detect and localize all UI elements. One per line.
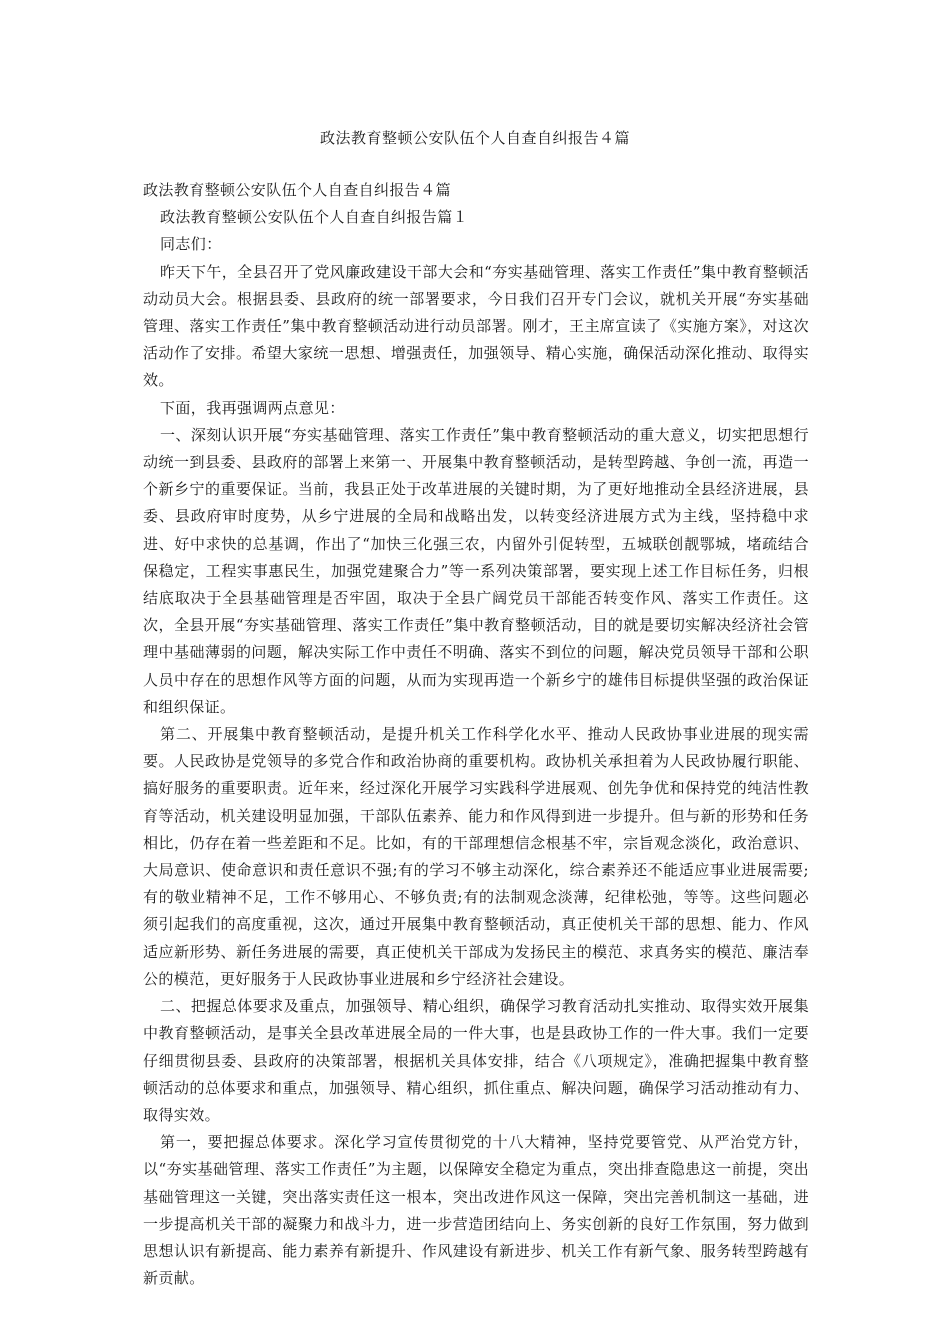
document-body — [143, 177, 809, 1292]
paragraph: 政法教育整顿公安队伍个人自查自纠报告篇１ — [160, 208, 469, 227]
paragraph: 一、深刻认识开展“夯实基础管理、落实工作责任”集中教育整顿活动的重大意义，切实把思想行动统一到县委、县政府的部署上来第一、开展集中教育整顿活动，是转型跨越、争创一流，再造一个新乡宁的重要保证。当前，我县正处于改革进展的关键时期，为了更好地推动全县经济进展，县委、县政府审时度势，从乡宁进展的全局和战略出发，以转变经济进展方式为主线，坚持稳中求进、好中求快的总基调，作出了“加快三化强三农，内留外引促转型，五城联创靓鄂城，堵疏结合保稳定，工程实事惠民生，加强党建聚合力”等一系列决策部署，要实现上述工作目标任务，归根结底取决于全县基础管理是否牢固，取决于全县广阔党员干部能否转变作风、落实工作责任。这次，全县开展“夯实基础管理、落实工作责任”集中教育整顿活动，目的就是要切实解决经济社会管理中基础薄弱的问题，解决实际工作中责任不明确、落实不到位的问题，解决党员领导干部和公职人员中存在的思想作风等方面的问题，从而为实现再造一个新乡宁的雄伟目标提供坚强的政治保证和组织保证。 — [143, 425, 809, 716]
document-title: 政法教育整顿公安队伍个人自查自纠报告４篇 — [319, 129, 630, 147]
paragraph: 政法教育整顿公安队伍个人自查自纠报告４篇 — [143, 181, 452, 199]
paragraph: 同志们： — [160, 235, 222, 254]
paragraph: 第二、开展集中教育整顿活动，是提升机关工作科学化水平、推动人民政协事业进展的现实需要。人民政协是党领导的多党合作和政治协商的重要机构。政协机关承担着为人民政协履行职能、搞好服务的重要职责。近年来，经过深化开展学习实践科学进展观、创先争优和保持党的纯洁性教育等活动，机关建设明显加强，干部队伍素养、能力和作风得到进一步提升。但与新的形势和任务相比，仍存在着一些差距和不足。比如，有的干部理想信念根基不牢，宗旨观念淡化，政治意识、大局意识、使命意识和责任意识不强;有的学习不够主动深化，综合素养还不能适应事业进展需要;有的敬业精神不足，工作不够用心、不够负责;有的法制观念淡薄，纪律松弛，等等。这些问题必须引起我们的高度重视，这次，通过开展集中教育整顿活动，真正使机关干部的思想、能力、作风适应新形势、新任务进展的需要，真正使机关干部成为发扬民主的模范、求真务实的模范、廉洁奉公的模范，更好服务于人民政协事业进展和乡宁经济社会建设。 — [143, 725, 809, 988]
paragraph: 第一，要把握总体要求。深化学习宣传贯彻党的十八大精神，坚持党要管党、从严治党方针，以“夯实基础管理、落实工作责任”为主题，以保障安全稳定为重点，突出排查隐患这一前提，突出基础管理这一关键，突出落实责任这一根本，突出改进作风这一保障，突出完善机制这一基础，进一步提高机关干部的凝聚力和战斗力，进一步营造团结向上、务实创新的良好工作氛围，努力做到思想认识有新提高、能力素养有新提升、作风建设有新进步、机关工作有新气象、服务转型跨越有新贡献。 — [143, 1133, 809, 1288]
paragraph: 二、把握总体要求及重点，加强领导、精心组织，确保学习教育活动扎实推动、取得实效开展集中教育整顿活动，是事关全县改革进展全局的一件大事，也是县政协工作的一件大事。我们一定要仔细贯彻县委、县政府的决策部署，根据机关具体安排，结合《八项规定》，准确把握集中教育整顿活动的总体要求和重点，加强领导、精心组织，抓住重点、解决问题，确保学习活动推动有力、取得实效。 — [143, 997, 809, 1124]
paragraph: 昨天下午，全县召开了党风廉政建设干部大会和“夯实基础管理、落实工作责任”集中教育整顿活动动员大会。根据县委、县政府的统一部署要求，今日我们召开专门会议，就机关开展“夯实基础管理、落实工作责任”集中教育整顿活动进行动员部署。刚才，王主席宣读了《实施方案》，对这次活动作了安排。希望大家统一思想、增强责任，加强领导、精心实施，确保活动深化推动、取得实效。 — [143, 262, 809, 390]
paragraph: 下面，我再强调两点意见： — [160, 398, 345, 417]
